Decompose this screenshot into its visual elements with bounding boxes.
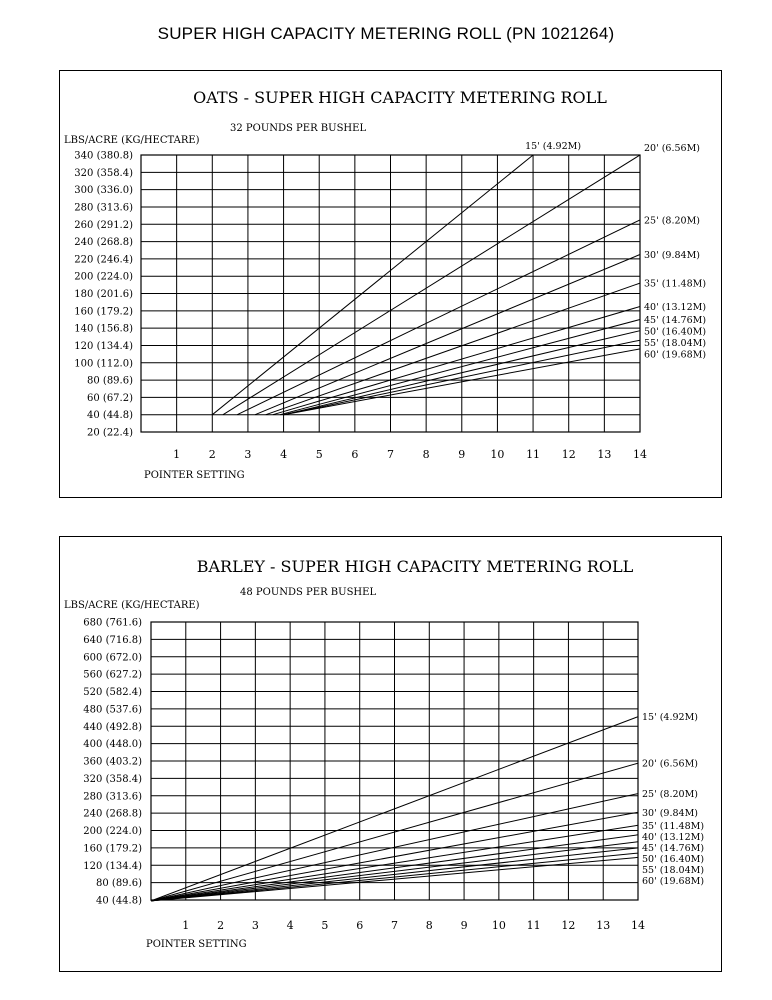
barley-x-tick-label: 12 — [561, 919, 576, 932]
oats-x-tick-label: 12 — [561, 448, 576, 461]
oats-x-tick-label: 8 — [422, 448, 430, 461]
barley-y-tick-label: 200 (224.0) — [83, 826, 142, 837]
barley-y-tick-label: 360 (403.2) — [83, 756, 142, 768]
oats-y-tick-label: 160 (179.2) — [74, 306, 133, 318]
oats-y-tick-label: 80 (89.6) — [87, 375, 133, 387]
barley-x-axis-label: POINTER SETTING — [146, 939, 247, 950]
oats-series-label: 45' (14.76M) — [644, 314, 707, 326]
oats-y-tick-label: 300 (336.0) — [74, 185, 133, 197]
barley-y-tick-label: 560 (627.2) — [83, 669, 142, 681]
barley-series-label: 30' (9.84M) — [642, 807, 699, 819]
barley-y-tick-label: 520 (582.4) — [83, 687, 142, 698]
oats-series-line — [273, 307, 640, 415]
barley-series-label: 15' (4.92M) — [642, 712, 699, 724]
barley-y-tick-label: 40 (44.8) — [96, 895, 142, 907]
oats-y-tick-label: 240 (268.8) — [74, 237, 133, 249]
barley-series-label: 25' (8.20M) — [642, 789, 699, 801]
barley-series-label: 50' (16.40M) — [642, 853, 705, 865]
barley-x-tick-label: 7 — [391, 919, 398, 932]
barley-series-label: 60' (19.68M) — [642, 875, 705, 887]
barley-y-tick-label: 400 (448.0) — [83, 739, 142, 751]
oats-x-tick-label: 3 — [244, 448, 252, 461]
barley-x-tick-label: 2 — [217, 919, 225, 932]
oats-series-line — [266, 283, 640, 415]
barley-series-label: 40' (13.12M) — [642, 831, 705, 843]
barley-chart — [60, 537, 721, 971]
oats-series-label: 20' (6.56M) — [644, 143, 701, 154]
oats-y-axis-label: LBS/ACRE (KG/HECTARE) — [64, 135, 200, 146]
barley-chart-subtitle: 48 POUNDS PER BUSHEL — [240, 587, 377, 598]
oats-series-label: 40' (13.12M) — [644, 301, 707, 313]
oats-y-tick-label: 260 (291.2) — [74, 219, 133, 231]
barley-y-tick-label: 280 (313.6) — [83, 791, 142, 803]
oats-y-tick-label: 200 (224.0) — [74, 271, 133, 283]
barley-y-tick-label: 480 (537.6) — [83, 704, 142, 716]
oats-series-line — [280, 320, 640, 415]
barley-chart-title: BARLEY - SUPER HIGH CAPACITY METERING ROLL — [196, 557, 634, 576]
barley-y-axis-label: LBS/ACRE (KG/HECTARE) — [64, 600, 200, 611]
oats-x-axis-label: POINTER SETTING — [144, 470, 245, 481]
oats-chart-title: OATS - SUPER HIGH CAPACITY METERING ROLL — [193, 88, 607, 107]
oats-series-label: 55' (18.04M) — [644, 337, 707, 349]
oats-x-tick-label: 6 — [351, 448, 359, 461]
barley-x-tick-label: 14 — [631, 919, 645, 932]
barley-x-tick-label: 1 — [182, 919, 190, 932]
oats-series-label: 25' (8.20M) — [644, 215, 701, 227]
barley-y-tick-label: 680 (761.6) — [83, 617, 142, 629]
barley-series-label: 45' (14.76M) — [642, 842, 705, 854]
barley-series-label: 35' (11.48M) — [642, 820, 705, 832]
barley-y-tick-label: 120 (134.4) — [83, 860, 142, 872]
barley-x-tick-label: 9 — [460, 919, 468, 932]
barley-y-tick-label: 640 (716.8) — [83, 634, 142, 646]
oats-series-label: 60' (19.68M) — [644, 349, 707, 361]
oats-chart-panel — [59, 70, 722, 498]
barley-y-tick-label: 600 (672.0) — [83, 652, 142, 664]
oats-y-tick-label: 320 (358.4) — [74, 167, 133, 179]
oats-y-tick-label: 20 (22.4) — [87, 427, 133, 439]
oats-x-tick-label: 14 — [633, 448, 647, 461]
oats-chart — [60, 71, 721, 497]
oats-series-line — [237, 220, 640, 415]
barley-x-tick-label: 4 — [286, 919, 294, 932]
oats-y-tick-label: 40 (44.8) — [87, 410, 133, 422]
oats-y-tick-label: 120 (134.4) — [74, 340, 133, 352]
oats-series-label: 15' (4.92M) — [525, 141, 582, 152]
barley-y-tick-label: 320 (358.4) — [83, 773, 142, 785]
oats-series-line — [212, 155, 533, 415]
oats-x-tick-label: 11 — [526, 448, 541, 461]
oats-y-tick-label: 100 (112.0) — [74, 358, 133, 370]
barley-x-tick-label: 6 — [356, 919, 364, 932]
page-title: SUPER HIGH CAPACITY METERING ROLL (PN 1021264) — [157, 24, 615, 43]
barley-x-tick-label: 8 — [425, 919, 433, 932]
oats-series-line — [223, 155, 640, 415]
barley-x-tick-label: 3 — [251, 919, 259, 932]
oats-x-tick-label: 4 — [280, 448, 288, 461]
barley-y-tick-label: 80 (89.6) — [96, 878, 142, 890]
barley-y-tick-label: 240 (268.8) — [83, 808, 142, 820]
oats-x-tick-label: 2 — [208, 448, 216, 461]
oats-series-label: 50' (16.40M) — [644, 326, 707, 338]
oats-y-tick-label: 340 (380.8) — [74, 150, 133, 162]
oats-y-tick-label: 280 (313.6) — [74, 202, 133, 214]
barley-x-tick-label: 5 — [321, 919, 329, 932]
barley-y-tick-label: 160 (179.2) — [83, 843, 142, 855]
oats-x-tick-label: 1 — [173, 448, 181, 461]
oats-y-tick-label: 140 (156.8) — [74, 323, 133, 335]
barley-chart-panel — [59, 536, 722, 972]
oats-x-tick-label: 9 — [458, 448, 466, 461]
barley-y-tick-label: 440 (492.8) — [83, 721, 142, 733]
barley-x-tick-label: 11 — [526, 919, 541, 932]
barley-series-label: 55' (18.04M) — [642, 864, 705, 876]
oats-y-tick-label: 220 (246.4) — [74, 254, 133, 266]
oats-x-tick-label: 5 — [315, 448, 323, 461]
oats-series-label: 35' (11.48M) — [644, 278, 707, 290]
oats-chart-subtitle: 32 POUNDS PER BUSHEL — [230, 123, 367, 134]
oats-y-tick-label: 180 (201.6) — [74, 289, 133, 300]
oats-y-tick-label: 60 (67.2) — [87, 392, 133, 404]
oats-series-label: 30' (9.84M) — [644, 250, 701, 262]
oats-x-tick-label: 7 — [387, 448, 394, 461]
barley-x-tick-label: 13 — [596, 919, 611, 932]
barley-series-label: 20' (6.56M) — [642, 758, 699, 770]
oats-x-tick-label: 13 — [597, 448, 612, 461]
barley-x-tick-label: 10 — [491, 919, 506, 932]
oats-x-tick-label: 10 — [490, 448, 505, 461]
